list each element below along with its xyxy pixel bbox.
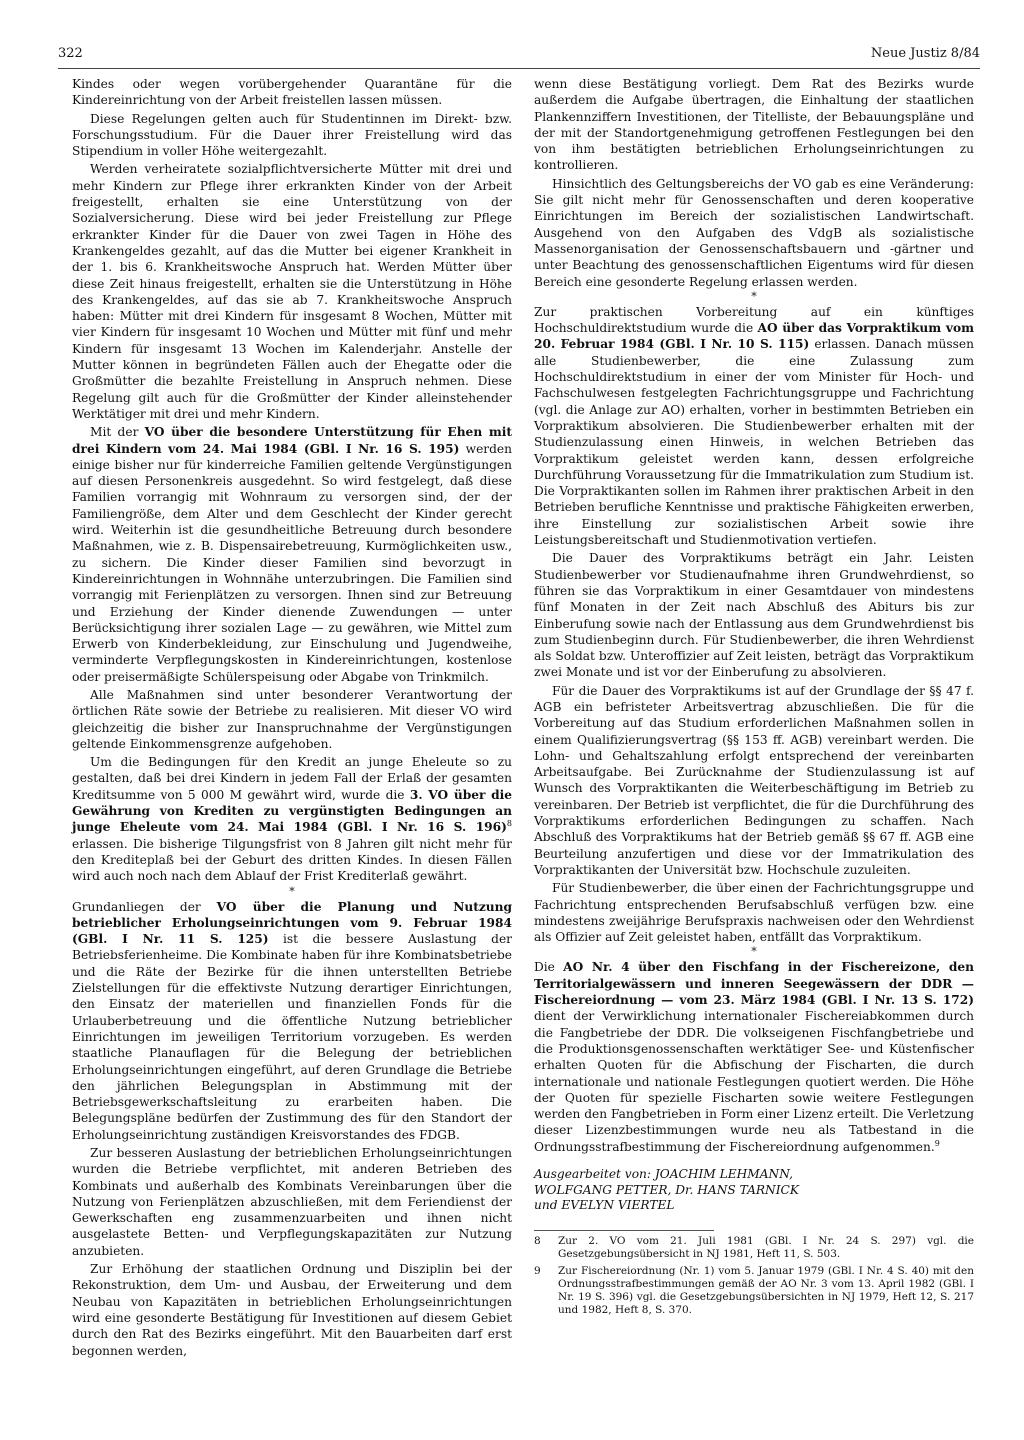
section-separator: * [751,289,757,303]
paragraph: Um die Bedingungen für den Kredit an junge Eheleute so zu gestalten, daß bei drei Kindern in jedem Fall der Erlaß der gesamten Kreditsumme von 5 000 M gewährt wird, wurde die 3. VO über die Gewährung von Krediten zu vergünstigten Bedingungen an junge Eheleute vom 24. Mai 1984 (GBl. I Nr. 16 S. 196)$^8$ erlassen. Die bisherige Tilgungsfrist von 8 Jahren gilt nicht mehr für den Kreditерlaß bei der Geburt des dritten Kindes. In diesen Fällen wird auch noch nach dem Ablauf der Frist Krediterlaß gewährt. [72,755,512,884]
paragraph: wenn diese Bestätigung vorliegt. Dem Rat des Bezirks wurde außerdem die Aufgabe übertragen, die Einhaltung der staatlichen Plankennziffern Investitionen, der Titelliste, der Bebauungspläne und der mit der Standortgenehmigung getroffenen Festlegungen bei den von ihm bestätigten betrieblichen Erholungseinrichtungen zu kontrollieren. [534,77,974,173]
left-column [72,76,512,1359]
section-separator: * [751,945,757,959]
page-header [58,46,980,69]
paragraph: Mit der VO über die besondere Unterstützung für Ehen mit drei Kindern vom 24. Mai 1984 (GBl. I Nr. 16 S. 195) werden einige bisher nur für kinderreiche Familien geltende Vergünstigungen auf diesen Personenkreis ausgedehnt. So wird festgelegt, daß diese Familien vorrangig mit Wohnraum zu versorgen sind, der der Familiengröße, dem Alter und dem Geschlecht der Kinder gerecht wird. Weiterhin ist die gesundheitliche Betreuung durch besondere Maßnahmen, wie z. B. Dispensairebetreuung, Kurmöglichkeiten usw., zu sichern. Die Kinder dieser Familien sind bevorzugt in Kindereinrichtungen in Wohnnähe unterzubringen. Die Familien sind vorrangig mit Ferienplätzen zu versorgen. Ihnen sind zur Betreuung und Erziehung der Kinder dienende Zuwendungen — unter Berücksichtigung ihrer sozialen Lage — zu gewähren, wie Mittel zum Erwerb von Kinderbekleidung, zur Einschulung und Jugendweihe, verminderte Verpflegungskosten in Kindereinrichtungen, kostenlose oder preisermäßigte Schülerspeisung oder Abgabe von Trinkmilch. [72,425,512,684]
journal-title: Neue Justiz 8/84 [870,46,980,61]
paragraph: Die Dauer des Vorpraktikums beträgt ein Jahr. Leisten Studienbewerber vor Studienaufnahme ihren Grundwehrdienst, so führen sie das Vorpraktikum in einer Gesamtdauer von mindestens fünf Monaten in der Zeit nach Abschluß des Abiturs bis zur Einberufung sowie nach der Entlassung aus dem Grundwehrdienst bis zum Studienbeginn durch. Für Studienbewerber, die ihren Wehrdienst als Soldat bzw. Unteroffizier auf Zeit leisten, beträgt das Vorpraktikum zwei Monate und ist vor der Einberufung zu absolvieren. [534,551,974,680]
regulation-title: VO über die Planung und Nutzung betrieblicher Erholungseinrichtungen vom 9. Februar 1984 (GBl. I Nr. 11 S. 125) [72,899,513,947]
footnote-text: Zur 2. VO vom 21. Juli 1981 (GBl. I Nr. 24 S. 297) vgl. die Gesetzgebungsübersicht in NJ 1981, Heft 11, S. 503. [558,1234,974,1260]
section-separator: * [289,884,295,898]
footnote-divider [534,1230,714,1231]
paragraph: Für Studienbewerber, die über einen der Fachrichtungsgruppe und Fachrichtung entsprechenden Berufsabschluß verfügen bzw. eine mindestens zweijährige Berufspraxis nachweisen oder den Wehrdienst als Offizier auf Zeit geleistet haben, entfällt das Vorpraktikum. [534,881,974,945]
footnote-text: Zur Fischereiordnung (Nr. 1) vom 5. Januar 1979 (GBl. I Nr. 4 S. 40) mit den Ordnungsstrafbestimmungen gemäß der AO Nr. 3 vom 13. April 1982 (GBl. I Nr. 19 S. 396) vgl. die Gesetzgebungsübersichten in NJ 1979, Heft 12, S. 217 und 1982, Heft 8, S. 370. [558,1264,974,1316]
regulation-title: VO über die besondere Unterstützung für Ehen mit drei Kindern vom 24. Mai 1984 (GBl. I Nr. 16 S. 195) [72,425,512,456]
footnote-number: 8 [534,1234,541,1247]
paragraph: Diese Regelungen gelten auch für Studentinnen im Direkt- bzw. Forschungsstudium. Für die Dauer ihrer Freistellung wird das Stipendium in voller Höhe weitergezahlt. [72,111,512,159]
paragraph: Zur besseren Auslastung der betrieblichen Erholungseinrichtungen wurden die Betriebe verpflichtet, mit anderen Betrieben des Kombinats und außerhalb des Kombinats Vereinbarungen über die Nutzung von Ferienplätzen abzuschließen, mit dem Feriendienst der Gewerkschaften eng zusammenzuarbeiten und ihnen nicht ausgelastete Betten- und Verpflegungskapazitäten zur Nutzung anzubieten. [72,1146,512,1258]
author-credits [534,1167,974,1214]
paragraph: Zur Erhöhung der staatlichen Ordnung und Disziplin bei der Rekonstruktion, dem Um- und Ausbau, der Erweiterung und dem Neubau von Kapazitäten in betrieblichen Erholungseinrichtungen wird eine gesonderte Bestätigung für Investitionen auf diesem Gebiet durch den Rat des Bezirks eingeführt. Mit den Bauarbeiten darf erst begonnen werden, [72,1262,512,1358]
paragraph: Grundanliegen der VO über die Planung und Nutzung betrieblicher Erholungseinrichtungen vom 9. Februar 1984 (GBl. I Nr. 11 S. 125) ist die bessere Auslastung der Betriebsferienheime. Die Kombinate haben für ihre Kombinatsbetriebe und die Räte der Bezirke für die ihnen unterstellten Betriebe Zielstellungen für die effektivste Nutzung derartiger Einrichtungen, den Einsatz der materiellen und finanziellen Fonds für die Urlauberbetreuung und die öffentliche Nutzung betrieblicher Einrichtungen im jeweiligen Territorium vorzugeben. Es werden staatliche Planauflagen für die Belegung der betrieblichen Erholungseinrichtungen eingeführt, auf deren Grundlage die Betriebe den jährlichen Belegungsplan in Abstimmung mit der Betriebsgewerkschaftsleitung zu erarbeiten haben. Die Belegungspläne bedürfen der Zustimmung des für den Standort der Erholungseinrichtung zuständigen Kreisvorstandes des FDGB. [72,899,513,1142]
footnote-number: 9 [534,1264,541,1277]
footnote-ref: 8 [506,819,512,829]
footnote [534,1235,974,1261]
footnote-ref: 9 [934,1138,940,1148]
regulation-title: 3. VO über die Gewährung von Krediten zu vergünstigten Bedingungen an junge Eheleute vom 24. Mai 1984 (GBl. I Nr. 16 S. 196) [72,787,512,835]
page-number: 322 [58,46,83,61]
paragraph: Hinsichtlich des Geltungsbereichs der VO gab es eine Veränderung: Sie gilt nicht mehr für Genossenschaften und deren kooperative Einrichtungen im Bereich der sozialistischen Landwirtschaft. Ausgehend von den Aufgaben des VdgB als sozialistische Massenorganisation der Genossenschaftsbauern und -gärtner und unter Beachtung des genossenschaftlichen Eigentums wird für diesen Bereich eine gesonderte Regelung erlassen werden. [534,176,974,289]
author-line: WOLFGANG PETTER, Dr. HANS TARNICK [534,1182,799,1197]
regulation-title: AO Nr. 4 über den Fischfang in der Fischereizone, den Territorialgewässern und inneren Seegewässern der DDR — Fischereiordnung — vom 23. März 1984 (GBl. I Nr. 13 S. 172) [534,960,974,1008]
author-line: und EVELYN VIERTEL [534,1198,675,1212]
paragraph: Werden verheiratete sozialpflichtversicherte Mütter mit drei und mehr Kindern zur Pflege ihrer erkrankten Kinder von der Arbeit freigestellt, erhalten sie eine Unterstützung von der Sozialversicherung. Diese wird bei jeder Freistellung zur Pflege erkrankter Kinder für die Dauer von zwei Tagen in Höhe des Krankengeldes gezahlt, auf das die Mutter bei eigener Krankheit in der 1. bis 6. Krankheitswoche Anspruch hat. Werden Mütter über diese Zeit hinaus freigestellt, erhalten sie die Unterstützung in Höhe des Krankengeldes, auf das sie ab 7. Krankheitswoche Anspruch haben: Mütter mit drei Kindern für insgesamt 8 Wochen, Mütter mit vier Kindern für insgesamt 10 Wochen und Mütter mit fünf und mehr Kindern für insgesamt 13 Wochen im Kalenderjahr. Anstelle der Mutter können in begründeten Fällen auch der Ehegatte oder die Großmütter die bezahlte Freistellung in Anspruch nehmen. Diese Regelung gilt auch für die Großmütter der Kinder alleinstehender Werktätiger mit drei und mehr Kindern. [72,162,512,421]
paragraph: Alle Maßnahmen sind unter besonderer Verantwortung der örtlichen Räte sowie der Betriebe zu realisieren. Mit dieser VO wird gleichzeitig die bisher zur Inanspruchnahme der Vergünstigungen geltende Einkommensgrenze aufgehoben. [72,687,512,751]
paragraph: Kindes oder wegen vorübergehender Quarantäne für die Kindereinrichtung von der Arbeit freistellen lassen müssen. [72,77,512,108]
regulation-title: AO über das Vorpraktikum vom 20. Februar 1984 (GBl. I Nr. 10 S. 115) [534,321,975,352]
paragraph: Für die Dauer des Vorpraktikums ist auf der Grundlage der §§ 47 f. AGB ein befristeter Arbeitsvertrag abzuschließen. Die für die Vorbereitung auf das Studium erforderlichen Maßnahmen sollen in einem Qualifizierungsvertrag (§§ 153 ff. AGB) vereinbart werden. Die Lohn- und Gehaltszahlung erfolgt entsprechend der vereinbarten Arbeitsaufgabe. Bei Zurücknahme der Studienzulassung ist auf Wunsch des Vorpraktikanten die Weiterbeschäftigung im Betrieb zu vereinbaren. Der Betrieb ist verpflichtet, die für die Durchführung des Vorpraktikums erforderlichen Bedingungen zu schaffen. Nach Abschluß des Vorpraktikums hat der Betrieb gemäß §§ 67 ff. AGB eine Beurteilung anzufertigen und diese vor der Immatrikulation des Vorpraktikanten der Universität bzw. Hochschule zuzuleiten. [534,683,974,877]
paragraph: Die AO Nr. 4 über den Fischfang in der Fischereizone, den Territorialgewässern und inneren Seegewässern der DDR — Fischereiordnung — vom 23. März 1984 (GBl. I Nr. 13 S. 172) dient der Verwirklichung internationaler Fischereiabkommen durch die Fangbetriebe der DDR. Die volkseigenen Fischfangbetriebe und die Produktionsgenossenschaften werktätiger See- und Küstenfischer erhalten Quoten für die Abfischung der Fischarten, die durch internationale und nationale Festlegungen quotiert werden. Die Höhe der Quoten für spezielle Fischarten sowie weitere Festlegungen werden den Fangbetrieben in Form einer Lizenz erteilt. Die Verletzung dieser Lizenzbestimmungen wurde neu als Tatbestand in die Ordnungsstrafbestimmung der Fischereiordnung aufgenommen.$^9$ [534,960,974,1154]
right-column [534,76,974,1317]
paragraph: Zur praktischen Vorbereitung auf ein künftiges Hochschuldirektstudium wurde die AO über das Vorpraktikum vom 20. Februar 1984 (GBl. I Nr. 10 S. 115) erlassen. Danach müssen alle Studienbewerber, die eine Zulassung zum Hochschuldirektstudium in einer der vom Minister für Hoch- und Fachschulwesen festgelegten Fachrichtungsgruppe und Fachrichtung (vgl. die Anlage zur AO) erhalten, vorher in bestimmten Betrieben ein Vorpraktikum absolvieren. Die Studienbewerber erhalten mit der Studienzulassung einen Hinweis, in welchen Betrieben das Vorpraktikum geleistet werden kann, dessen erfolgreiche Durchführung Voraussetzung für die Immatrikulation zum Studium ist. Die Vorpraktikanten sollen im Rahmen ihrer praktischen Arbeit in den Betrieben berufliche Kenntnisse und praktische Fähigkeiten erwerben, ihre Einstellung zur sozialistischen Arbeit sowie ihre Leistungsbereitschaft und Studienmotivation vertiefen. [534,304,975,548]
author-line: Ausgearbeitet von: JOACHIM LEHMANN, [534,1167,793,1181]
footnote [534,1265,974,1317]
